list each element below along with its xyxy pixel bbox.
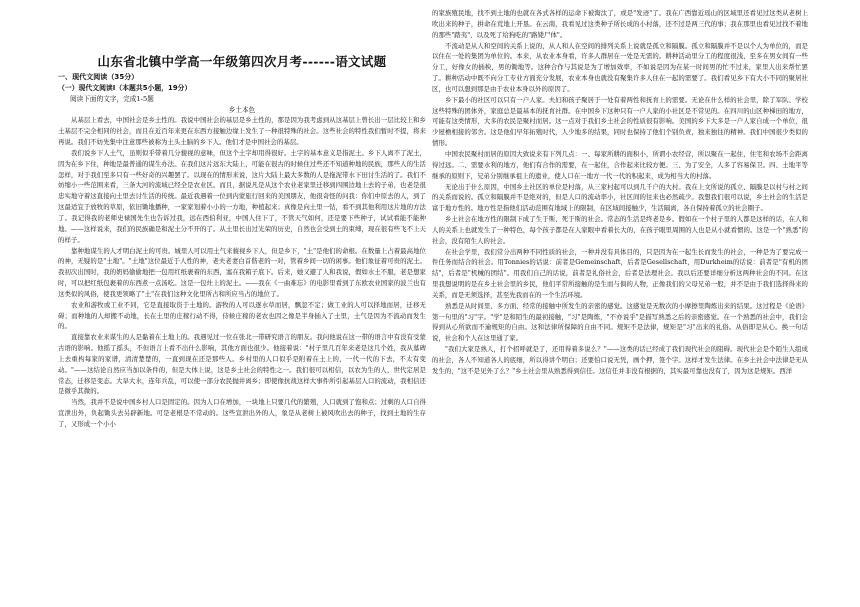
article-paragraph: 靠种地谋生的人才明白泥土的可贵。城里人可以用土气来藐视乡下人，但是乡下，"土"是他们的命根。在数量上占着最高地位的神，无疑的是"土地"。"土地"这位最近于人性的神，老夫老妻白首偕老的一对，管着乡间一切的闲事。他们象征着可贵的泥土。我初次出国时，我的奶妈偷偷地把一包用红纸裹着的东西，塞在我箱子底下。后来，她又避了人和我说，假如水土不服，老是想家时，可以把红纸包裹着的东西煮一点汤吃。这是一包灶上的泥土。——我在《一曲难忘》的电影里看到了东欧农业国家的波兰也有这类似的风俗，使我更领略了"土"在我们这种文化里所占和所应当占的地位了。 — [58, 246, 426, 298]
subsection-heading: （一）现代文阅读Ⅰ（本题共5小题，19分） — [58, 83, 192, 92]
article-title: 乡土本色 — [228, 105, 256, 114]
article-paragraph: 乡下最小的社区可以只有一户人家。夫妇和孩子聚居于一处有着两性和抚育上的需要。无论在什么样的社会里，除了军队、学校这些特殊的团体外，家庭总是最基本的抚育社群。在中国乡下这种只有一户人家的小社区是不常见的。在四川的山区种梯田的地方，可能有这类情形，大多的农民是聚村而居。这一点对于我们乡土社会的性质很有影响。美国的乡下大多是一户人家自成一个单位，很少屋檐相接的邻舍。这是他们早年拓殖时代，人少地多的结果，同时也保持了他们个别负责，独来独往的精神。我们中国很少类似的情形。 — [432, 95, 808, 148]
left-column — [58, 44, 426, 607]
article-paragraph: 我们说乡下人土气，虽则似乎带着几分藐视的意味，但这个土字却用得很好。土字的基本意义是指泥土。乡下人离不了泥土，因为在乡下住，种地是最普通的谋生办法。在我们这片远东大陆上，可能在很古的时候住过些还不知道种地的民族，那些人的生活怎样，对于我们至多只有一些好奇的兴趣罢了。以现在的情形来说，这片大陆上最大多数的人是拖泥带水下田讨生活的了。我们不妨缩小一些范围来看，三条大河的流域已经全是农业区。而且，据说凡是从这个农业老家里迁移到四围边地上去的子弟，也老是很忠实地守着这直接向土里去讨生活的传统。最近我遇着一位到内蒙旅行回来的美国朋友，他很奇怪的问我：你们中原去的人，到了这最适宜于放牧的草原，依旧锄地播种，一家家划着小小的一方地，种植起来；真像是向土里一钻，看不到其他利用这片地的方法了。我记得我的老师史禄国先生也告诉过我，远在西伯利亚，中国人住下了，不管天气如何，还是要下些种子，试试看能不能种地。——这样说来，我们的民族确是和泥土分不开的了。从土里长出过光荣的历史，自然也会受到土的束缚，现在很有些飞不上天的样子。 — [58, 148, 426, 244]
article-paragraph: 不流动是从人和空间的关系上说的，从人和人在空间的排列关系上说就是孤立和隔膜。孤立和隔膜并不是以个人为单位的，而是以住在一处的集团为单位的。本来，从农业本身看，许多人群居在一处是无需的。耕种活动里分工的程度很浅，至多在男女间有一些分工，好像女的插秧，男的锄地等。这种合作与其说是为了增加效率，不如说是因为在某一时间男的忙不过来，家里人出来帮忙罢了。耕种活动中既不向分工专业方面充分发展，农业本身也就没有聚集许多人住在一起的需要了。我们看见乡下有大小不同的聚居社区，也可以想到那是由于农业本身以外的原因了。 — [432, 41, 808, 93]
article-paragraph: 在社会学里，我们常分出两种不同性质的社会，一种并没有具体目的，只是因为在一起生长而发生的社会，一种是为了要完成一件任务而结合的社会。用Tonnies的话说：前者是Gemeinschaft，后者是Gesellschaft，用Durkheim的话说：前者是"有机的团结"，后者是"机械的团结"。用我们自己的话说，前者是礼俗社会，后者是法理社会。我以后还要详细分析这两种社会的不同。在这里我想说明的是在乡土社会里的乡民，他们平常所接触的是生而与俱的人物，正像我们的父母兄弟一般，并不是由于我们选择得来的关系，而是无须选择，甚至先我而在的一个生活环境。 — [432, 247, 808, 299]
article-paragraph: 乡土社会在地方性的限制下成了生于斯、死于斯的社会。常态的生活是终老是乡。假如在一个村子里的人都是这样的话，在人和人的关系上也就发生了一种特色，每个孩子都是在人家眼中看着长大的，在孩子眼里周围的人也是从小就看惯的。这是一个"熟悉"的社会，没有陌生人的社会。 — [432, 215, 808, 245]
article-paragraph: 从基层上看去，中国社会是乡土性的。我说中国社会的基层是乡土性的，那是因为我考虑到从这基层上曾长出一层比较上和乡土基层不完全相同的社会，而且在近百年来更在东西方接触边缘上发生了一种很特殊的社会。这些社会的特性我们暂时不提，将来再说。我们不妨先集中注意那些被称为土头土脑的乡下人。他们才是中国社会的基层。 — [58, 116, 426, 147]
article-paragraph: 直接靠农业来谋生的人是黏着在土地上的。我遇见过一位在张北一带研究语言的朋友。我问他说在这一带的语言中有没有受蒙古语的影响。他摇了摇头，不但语言上看不出什么影响，其他方面也很少。他接着说："村子里几百年来老是这几个姓，我从墓碑上去重构每家的家谱，清清楚楚的，一直到现在还是那些人。乡村里的人口似乎是附着在土上的，一代一代的下去，不太有变动。"——这结论自然应当加以条件的，但是大体上说，这是乡土社会的特性之一。我们很可以相信，以农为生的人，世代定居是常态，迁移是变态。大旱大水，连年兵乱，可以使一部分农民抛井离乡；即使像抗战这样大事件所引起基层人口的流动，我相信还是微乎其微的。 — [58, 333, 426, 396]
article-paragraph: 中国农民聚村而居的原因大致说来有下列几点：一、每家所耕的面积小，所谓小农经营，所以聚在一起住，住宅和农场不会距离得过远。二、需要水利的地方，他们有合作的需要，在一起住，合作起来比较方便。三、为了安全，人多了容易保卫。四、土地平等继承的原则下，兄弟分别继承祖上的遗业，使人口在一地方一代一代的积起来，成为相当大的村落。 — [432, 149, 808, 180]
reading-instruction: 阅读下面的文字，完成1-5题 — [70, 94, 154, 103]
article-paragraph: 无论出于什么原因，中国乡土社区的单位是村落，从三家村起可以到几千户的大村。我在上文所说的孤立、隔膜是以村与村之间的关系而说的。孤立和隔膜并不是绝对的，但是人口的流动率小，社区间的往来也必然疏少。我想我们很可以说，乡土社会的生活是富于地方性的。地方性是指他们活动范围有地域上的限制，在区域间接触少，生活隔离，各自保持着孤立的社会圈子。 — [432, 182, 808, 213]
article-paragraph: 的家族殖民地，找不到土地的也就在各式各样的运命下被淘汰了，或是"发迹"了。我在广西靠近瑶山的区域里还看见过这类从老树上吹出来的种子，拼命在荒地上开垦。在云南，我看见过这类种子所长成的小村落，还不过是两三代的事；我在那里也看见过找不着地的那些"踏夷"，以及死了给狗吃的"路毙尸体"。 — [432, 9, 808, 39]
article-paragraph: "我们大家是熟人，打个招呼就是了，还用得着多说么？"——这类的话已经成了我们现代社会的阻碍。现代社会是个陌生人组成的社会，各人不知道各人的底细，所以得讲个明白；还要怕口说无凭，画个押，签个字。这样才发生法律。在乡土社会中法律是无从发生的，"这不是见外了么？"乡土社会里从熟悉得到信任。这信任并非没有根据的，其实最可靠也没有了，因为这是规矩。西洋 — [432, 345, 808, 375]
article-paragraph: 熟悉是从时间里、多方面、经常的接触中所发生的亲密的感觉。这感觉是无数次的小摩擦里陶炼出来的结果。这过程是《论语》第一句里的"习"字。"学"是和陌生的最初接触，"习"是陶炼，"不亦说乎"是描写熟悉之后的亲密感觉。在一个熟悉的社会中，我们会得到从心所欲而不逾规矩的自由。这和法律所保障的自由不同。规矩不是法律，规矩是"习"出来的礼俗。从俗即是从心。换一句话说，社会和个人在这里通了家。 — [432, 301, 808, 343]
right-column — [432, 8, 808, 607]
exam-title: 山东省北镇中学高一年级第四次月考------语文试题 — [97, 54, 387, 69]
article-paragraph: 农业和游牧或工业不同，它是直接取资于土地的。游牧的人可以逐水草而居，飘忽不定；做工业的人可以择地而居，迁移无碍；而种地的人却搬不动地，长在土里的庄稼行动不得，侍候庄稼的老农也因之像是半身插入了土里，土气是因为不流动而发生的。 — [58, 300, 426, 331]
section-heading: 一、现代文阅读（35分） — [58, 73, 139, 81]
article-paragraph: 当然，我并不是说中国乡村人口是固定的。因为人口在增加，一块地上只要几代的繁殖，人口就到了饱和点；过剩的人口自得宣泄出外，负起锄头去另辟新地。可是老根是不常动的。这些宣泄出外的人，象是从老树上被风吹出去的种子，找到土地的生存了，又形成一个小小 — [58, 398, 426, 428]
